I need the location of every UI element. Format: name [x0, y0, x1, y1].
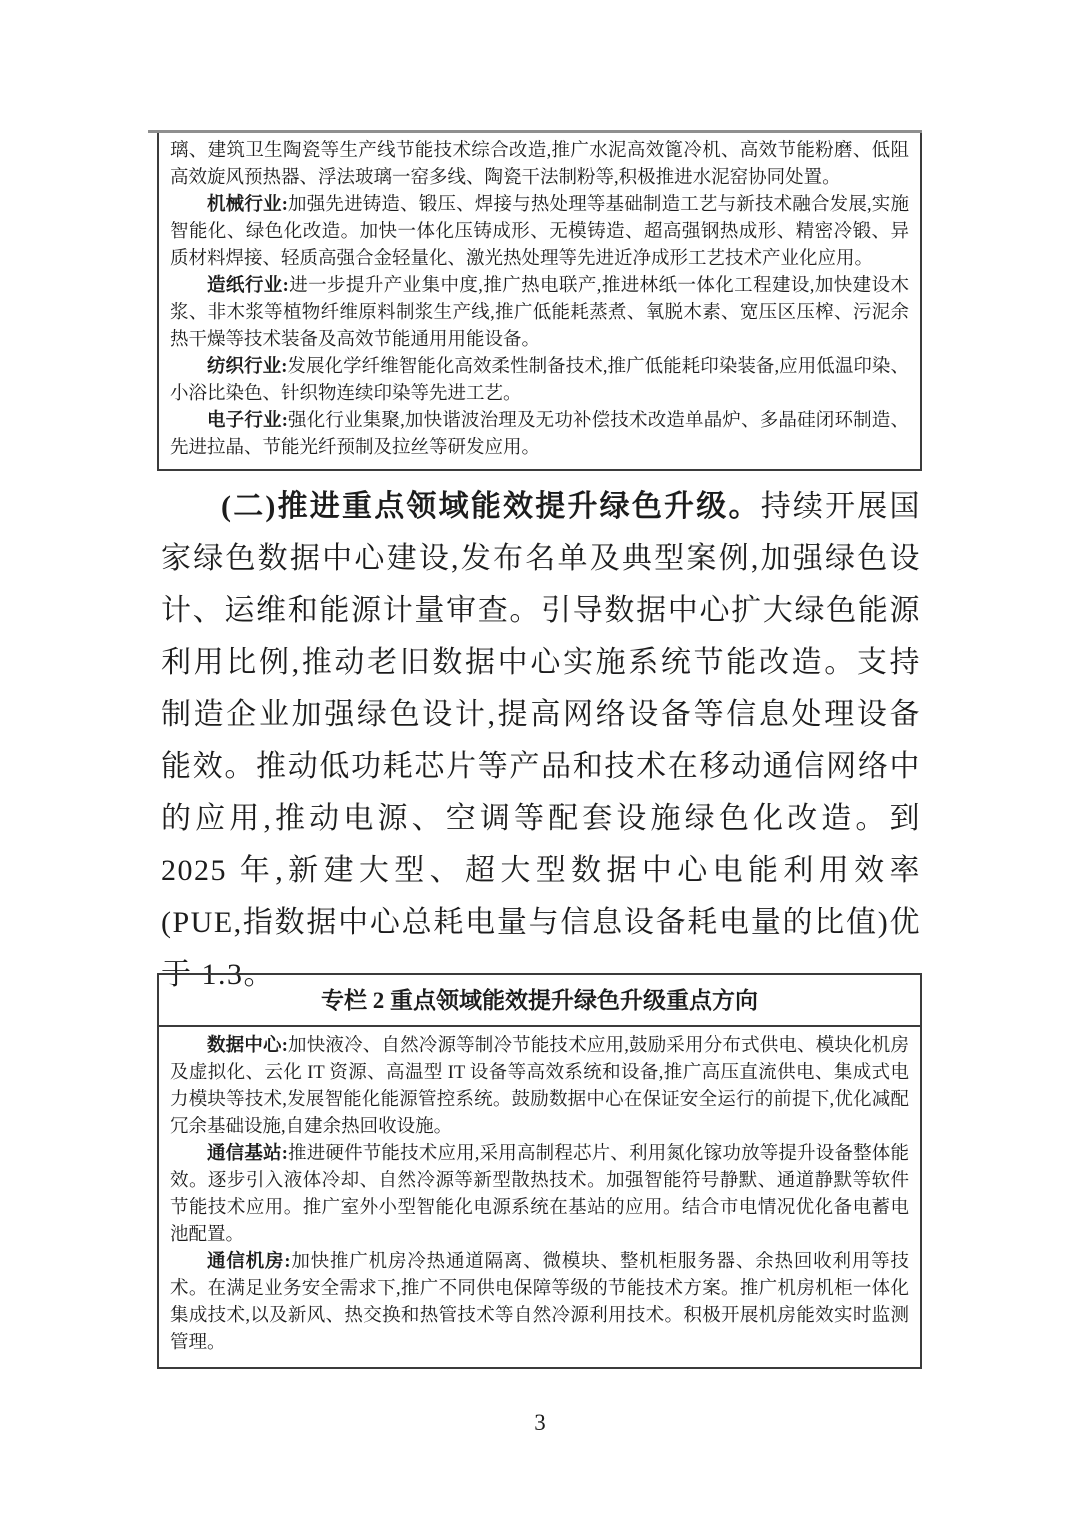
para-label-machinery: 机械行业:: [207, 195, 288, 215]
para-text: 发展化学纤维智能化高效柔性制备技术,推广低能耗印染装备,应用低温印染、小浴比染色、针织物连续印染等先进工艺。: [170, 357, 909, 404]
para-text: 强化行业集聚,加快谐波治理及无功补偿技术改造单晶炉、多晶硅闭环制造、先进拉晶、节能光纤预制及拉丝等研发应用。: [170, 411, 909, 458]
para-text: 进一步提升产业集中度,推广热电联产,推进林纸一体化工程建设,加快建设木浆、非木浆等植物纤维原料制浆生产线,推广低能耗蒸煮、氧脱木素、宽压区压榨、污泥余热干燥等技术装备及高效节能通用用能设备。: [170, 276, 909, 350]
para-building-materials-cont: [170, 138, 909, 192]
para-machinery: [170, 192, 909, 273]
para-label-base-station: 通信基站:: [207, 1144, 288, 1164]
section-paragraph: [161, 481, 921, 1001]
section-heading: (二)推进重点领域能效提升绿色升级。: [221, 490, 761, 523]
para-label-data-center: 数据中心:: [207, 1036, 288, 1056]
key-directions-box: [157, 973, 922, 1369]
para-label-paper: 造纸行业:: [207, 276, 289, 296]
para-telecom-room: [170, 1249, 909, 1357]
para-label-textile: 纺织行业:: [207, 357, 288, 377]
industry-measures-box: [157, 133, 922, 471]
page-number: 3: [534, 1410, 546, 1435]
para-text: 璃、建筑卫生陶瓷等生产线节能技术综合改造,推广水泥高效篦冷机、高效节能粉磨、低阻高效旋风预热器、浮法玻璃一窑多线、陶瓷干法制粉等,积极推进水泥窑协同处置。: [170, 141, 909, 188]
para-data-center: [170, 1033, 909, 1141]
box2-title: 专栏 2 重点领域能效提升绿色升级重点方向: [159, 975, 920, 1027]
box2-body: [159, 1027, 920, 1365]
para-text: 推进硬件节能技术应用,采用高制程芯片、利用氮化镓功放等提升设备整体能效。逐步引入液体冷却、自然冷源等新型散热技术。加强智能符号静默、通道静默等软件节能技术应用。推广室外小型智能化电源系统在基站的应用。结合市电情况优化备电蓄电池配置。: [170, 1144, 909, 1245]
para-paper: [170, 273, 909, 354]
para-text: 加快推广机房冷热通道隔离、微模块、整机柜服务器、余热回收利用等技术。在满足业务安全需求下,推广不同供电保障等级的节能技术方案。推广机房机柜一体化集成技术,以及新风、热交换和热管技术等自然冷源利用技术。积极开展机房能效实时监测管理。: [170, 1252, 909, 1353]
para-label-electronics: 电子行业:: [207, 411, 288, 431]
para-text: 加强先进铸造、锻压、焊接与热处理等基础制造工艺与新技术融合发展,实施智能化、绿色化改造。加快一体化压铸成形、无模铸造、超高强钢热成形、精密冷锻、异质材料焊接、轻质高强合金轻量化、激光热处理等先进近净成形工艺技术产业化应用。: [170, 195, 909, 269]
para-textile: [170, 354, 909, 408]
section-body: 持续开展国家绿色数据中心建设,发布名单及典型案例,加强绿色设计、运维和能源计量审查。引导数据中心扩大绿色能源利用比例,推动老旧数据中心实施系统节能改造。支持制造企业加强绿色设计,提高网络设备等信息处理设备能效。推动低功耗芯片等产品和技术在移动通信网络中的应用,推动电源、空调等配套设施绿色化改造。到 2025 年,新建大型、超大型数据中心电能利用效率(PUE,指数据中心总耗电量与信息设备耗电量的比值)优于 1.3。: [161, 490, 922, 991]
para-electronics: [170, 408, 909, 462]
para-label-telecom-room: 通信机房:: [207, 1252, 291, 1272]
para-text: 加快液冷、自然冷源等制冷节能技术应用,鼓励采用分布式供电、模块化机房及虚拟化、云化 IT 资源、高温型 IT 设备等高效系统和设备,推广高压直流供电、集成式电力模块等技术,发展智能化能源管控系统。鼓励数据中心在保证安全运行的前提下,优化减配冗余基础设施,自建余热回收设施。: [170, 1036, 909, 1137]
para-base-station: [170, 1141, 909, 1249]
section-2: [161, 481, 921, 1001]
